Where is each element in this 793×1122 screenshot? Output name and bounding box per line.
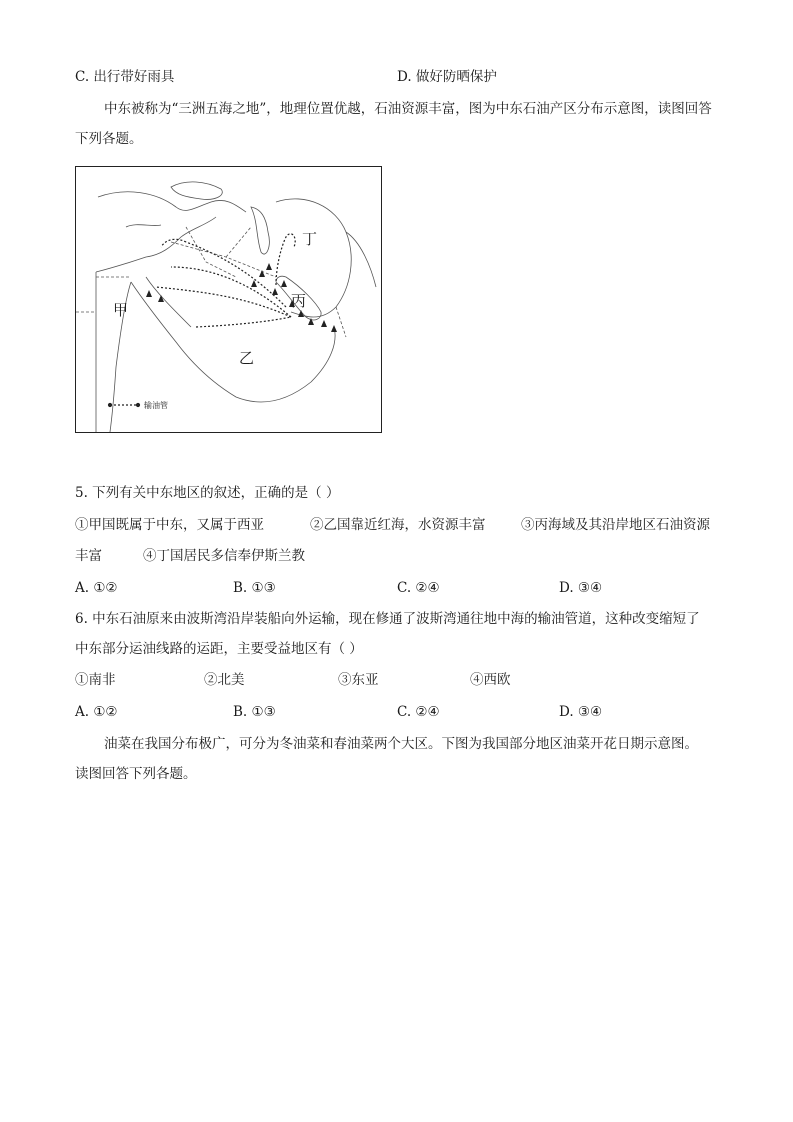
q6-stem-line-2: 中东部分运油线路的运距，主要受益地区有（ ） <box>75 641 363 657</box>
q5-option-b: B. ①③ <box>233 580 276 596</box>
q6-statement-3: ③东亚 <box>338 672 379 688</box>
map-label-bing: 丙 <box>291 292 307 310</box>
q5-stem: 5. 下列有关中东地区的叙述，正确的是（ ） <box>75 485 340 501</box>
q6-statement-4: ④西欧 <box>470 672 511 688</box>
q6-statement-1: ①南非 <box>75 672 116 688</box>
q6-option-a: A. ①② <box>75 704 118 720</box>
q6-stem-line-1: 6. 中东石油原来由波斯湾沿岸装船向外运输，现在修通了波斯湾通往地中海的输油管道，这种改变缩短了 <box>75 611 700 627</box>
q6-statement-2: ②北美 <box>204 672 245 688</box>
map-label-jia: 甲 <box>113 301 129 319</box>
q5-option-a: A. ①② <box>75 580 118 596</box>
option-c-prev: C. 出行带好雨具 <box>75 69 175 85</box>
q6-option-d: D. ③④ <box>559 704 603 720</box>
q5-statement-4: ④丁国居民多信奉伊斯兰教 <box>143 548 305 564</box>
q5-statement-3: ③丙海域及其沿岸地区石油资源 <box>521 517 710 533</box>
map-label-yi: 乙 <box>239 349 255 367</box>
map-label-ding: 丁 <box>302 230 318 248</box>
q5-option-d: D. ③④ <box>559 580 603 596</box>
option-d-prev: D. 做好防晒保护 <box>397 69 497 85</box>
intro-line-1: 中东被称为“三洲五海之地”，地理位置优越，石油资源丰富，图为中东石油产区分布示意图，读图回答 <box>104 101 712 117</box>
middle-east-oil-map <box>75 166 382 433</box>
q5-statement-3-cont: 丰富 <box>75 548 102 564</box>
q6-option-c: C. ②④ <box>397 704 440 720</box>
q5-option-c: C. ②④ <box>397 580 440 596</box>
map-legend-pipeline: 输油管 <box>144 401 168 410</box>
q5-statement-2: ②乙国靠近红海，水资源丰富 <box>310 517 486 533</box>
intro-line-2: 下列各题。 <box>75 131 143 147</box>
map-drawing <box>76 167 381 432</box>
next-intro-line-1: 油菜在我国分布极广，可分为冬油菜和春油菜两个大区。下图为我国部分地区油菜开花日期示意图。 <box>104 736 698 752</box>
q5-statement-1: ①甲国既属于中东，又属于西亚 <box>75 517 264 533</box>
next-intro-line-2: 读图回答下列各题。 <box>75 766 197 782</box>
q6-option-b: B. ①③ <box>233 704 276 720</box>
